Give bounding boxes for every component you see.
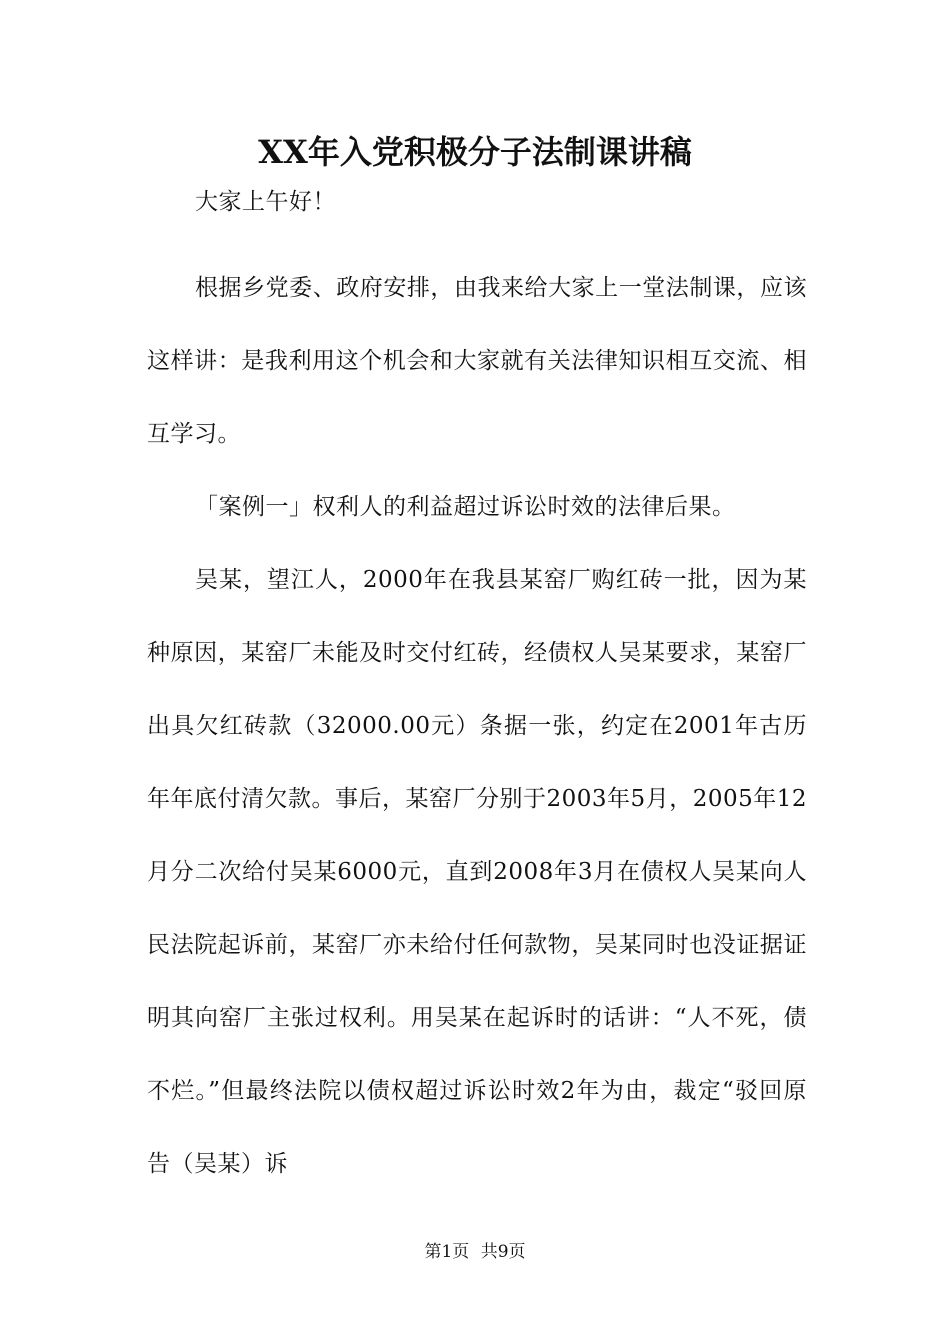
greeting-line: 大家上午好！	[195, 189, 336, 215]
page-footer	[0, 1240, 950, 1264]
paragraph-case-heading: 「案例一」权利人的利益超过诉讼时效的法律后果。	[195, 494, 736, 520]
document-body	[147, 182, 807, 1201]
paragraph-case-body: 吴某，望江人，2000年在我县某窑厂购红砖一批，因为某种原因，某窑厂未能及时交付红砖，经债权人吴某要求，某窑厂出具欠红砖款（32000.00元）条据一张，约定在2001年古历年年底付清欠款。事后，某窑厂分别于2003年5月，2005年12月分二次给付吴某6000元，直到2008年3月在债权人吴某向人民法院起诉前，某窑厂亦未给付任何款物，吴某同时也没证据证明其向窑厂主张过权利。用吴某在起诉时的话讲：“人不死，债不烂。”但最终法院以债权超过诉讼时效2年为由，裁定“驳回原告（吴某）诉	[147, 567, 807, 1177]
paragraph-intro: 根据乡党委、政府安排，由我来给大家上一堂法制课，应该这样讲：是我利用这个机会和大家就有关法律知识相互交流、相互学习。	[147, 275, 807, 447]
page-total: 共9页	[480, 1242, 526, 1262]
document-title: XX年入党积极分子法制课讲稿	[258, 133, 692, 171]
page-number: 第1页	[424, 1242, 470, 1262]
